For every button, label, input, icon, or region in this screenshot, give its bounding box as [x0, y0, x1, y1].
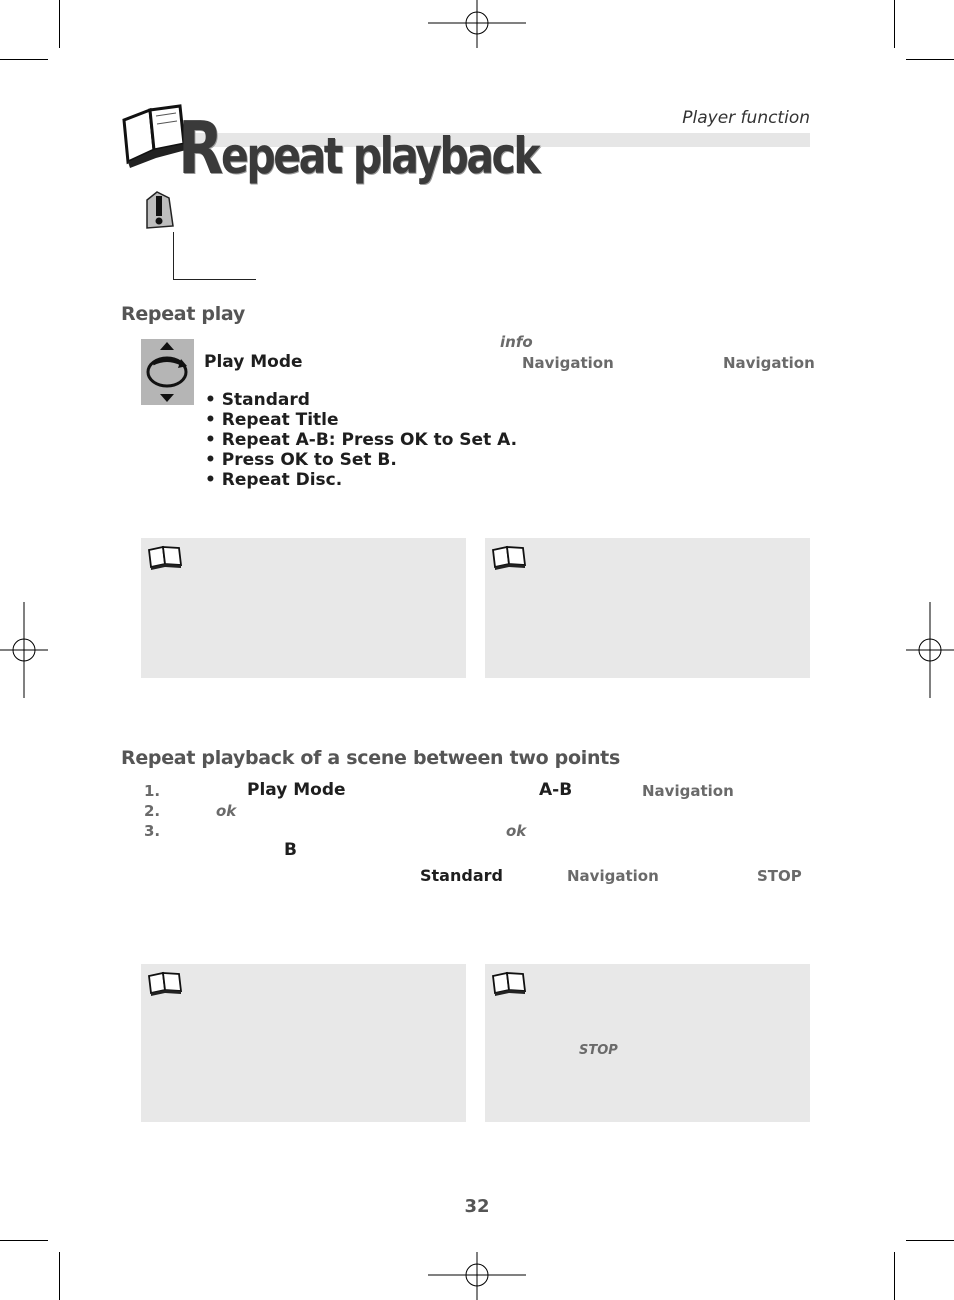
book-note-icon	[147, 970, 183, 996]
point-b-label: B	[284, 840, 297, 860]
crop-mark	[59, 0, 60, 48]
stop-key: STOP	[757, 867, 802, 885]
navigation-key: Navigation	[522, 354, 614, 372]
ok-key: ok	[216, 802, 237, 820]
step-number: 3.	[144, 822, 161, 840]
book-note-icon	[147, 544, 183, 570]
warning-bracket	[173, 232, 256, 280]
crop-mark	[906, 1240, 954, 1241]
note-box	[485, 538, 810, 678]
crop-mark	[894, 1252, 895, 1300]
crop-mark	[59, 1252, 60, 1300]
registration-mark-right	[906, 602, 954, 698]
crop-mark	[0, 59, 48, 60]
list-item: • Repeat Title	[205, 410, 339, 430]
info-key: info	[500, 333, 533, 351]
repeat-scene-heading: Repeat playback of a scene between two points	[121, 747, 620, 769]
play-mode-label: Play Mode	[247, 780, 346, 800]
page-title	[178, 106, 539, 190]
note-box	[141, 964, 466, 1122]
crop-mark	[906, 59, 954, 60]
list-item: • Repeat A-B: Press OK to Set A.	[205, 430, 518, 450]
page-title-rest: epeat playback	[221, 127, 539, 185]
navigation-key: Navigation	[642, 782, 734, 800]
page-title-initial: R	[178, 106, 222, 190]
navigation-key: Navigation	[723, 354, 815, 372]
book-note-icon	[491, 970, 527, 996]
note-box	[485, 964, 810, 1122]
step-number: 2.	[144, 802, 161, 820]
section-label: Player function	[682, 108, 810, 128]
navigation-key: Navigation	[567, 867, 659, 885]
repeat-play-heading: Repeat play	[121, 303, 245, 325]
crop-mark	[0, 1240, 48, 1241]
page-number: 32	[464, 1196, 490, 1217]
registration-mark-bottom	[428, 1252, 526, 1300]
step-number: 1.	[144, 782, 161, 800]
list-item: • Standard	[205, 390, 310, 410]
registration-mark-top	[428, 0, 526, 48]
ab-label: A-B	[539, 780, 573, 800]
warning-exclamation-icon	[143, 190, 177, 232]
repeat-options-list	[205, 390, 517, 490]
book-note-icon	[491, 544, 527, 570]
list-item: • Repeat Disc.	[205, 470, 343, 490]
repeat-mode-icon	[141, 339, 194, 405]
note-box	[141, 538, 466, 678]
stop-key: STOP	[579, 1043, 618, 1058]
standard-label: Standard	[420, 866, 503, 885]
ok-key: ok	[506, 822, 527, 840]
registration-mark-left	[0, 602, 48, 698]
crop-mark	[894, 0, 895, 48]
list-item: • Press OK to Set B.	[205, 450, 397, 470]
play-mode-label: Play Mode	[204, 352, 303, 372]
